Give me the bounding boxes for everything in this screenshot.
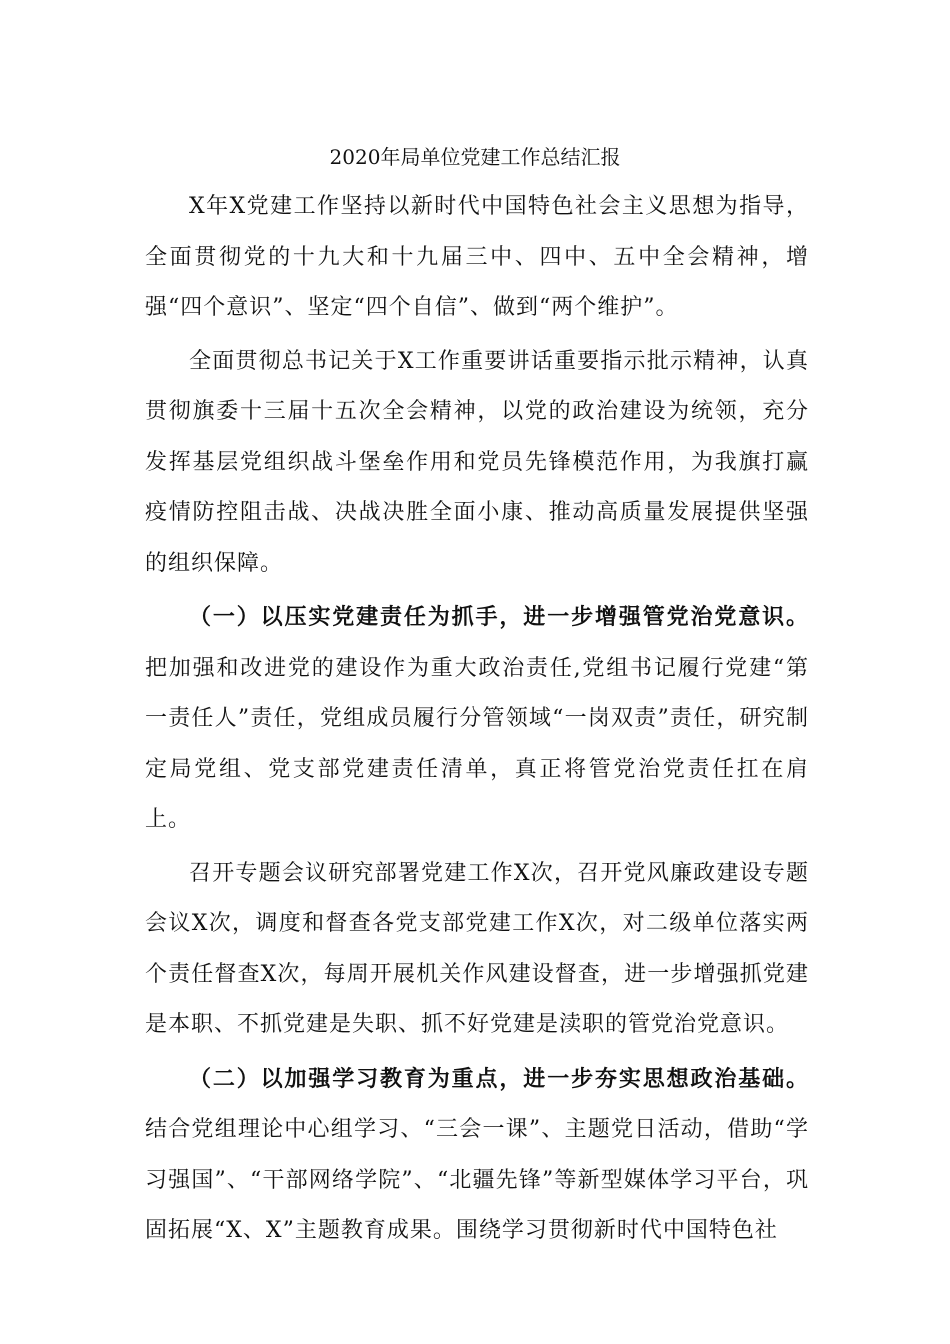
paragraph-4-text: 召开专题会议研究部署党建工作X次，召开党风廉政建设专题会议X次，调度和督查各党支部党建工作X次，对二级单位落实两个责任督查X次，每周开展机关作风建设督查，进一步增强抓党建是本职、不抓党建是失职、抓不好党建是渎职的管党治党意识。 xyxy=(145,860,809,1037)
document-body xyxy=(145,182,809,1257)
paragraph-3 xyxy=(145,592,809,846)
paragraph-3-text: 把加强和改进党的建设作为重大政治责任,党组书记履行党建“第一责任人”责任，党组成员履行分管领域“一岗双责”责任，研究制定局党组、党支部党建责任清单，真正将管党治党责任扛在肩上。 xyxy=(145,655,809,832)
section-heading-2: （二）以加强学习教育为重点，进一步夯实思想政治基础。 xyxy=(189,1065,809,1092)
paragraph-2-text: 全面贯彻总书记关于X工作重要讲话重要指示批示精神，认真贯彻旗委十三届十五次全会精神，以党的政治建设为统领，充分发挥基层党组织战斗堡垒作用和党员先锋模范作用，为我旗打赢疫情防控阻击战、决战决胜全面小康、推动高质量发展提供坚强的组织保障。 xyxy=(145,348,809,576)
document-title: 2020年局单位党建工作总结汇报 xyxy=(329,145,621,169)
paragraph-2 xyxy=(145,337,809,590)
paragraph-4 xyxy=(145,849,809,1051)
paragraph-1-text: X年X党建工作坚持以新时代中国特色社会主义思想为指导，全面贯彻党的十九大和十九届三中、四中、五中全会精神，增强“四个意识”、坚定“四个自信”、做到“两个维护”。 xyxy=(145,194,809,320)
paragraph-5-text: 结合党组理论中心组学习、“三会一课”、主题党日活动，借助“学习强国”、“干部网络学院”、“北疆先锋”等新型媒体学习平台，巩固拓展“X、X”主题教育成果。围绕学习贯彻新时代中国特色社 xyxy=(145,1117,809,1243)
paragraph-5 xyxy=(145,1054,809,1257)
section-heading-1: （一）以压实党建责任为抓手，进一步增强管党治党意识。 xyxy=(189,604,809,630)
paragraph-1 xyxy=(145,182,809,334)
